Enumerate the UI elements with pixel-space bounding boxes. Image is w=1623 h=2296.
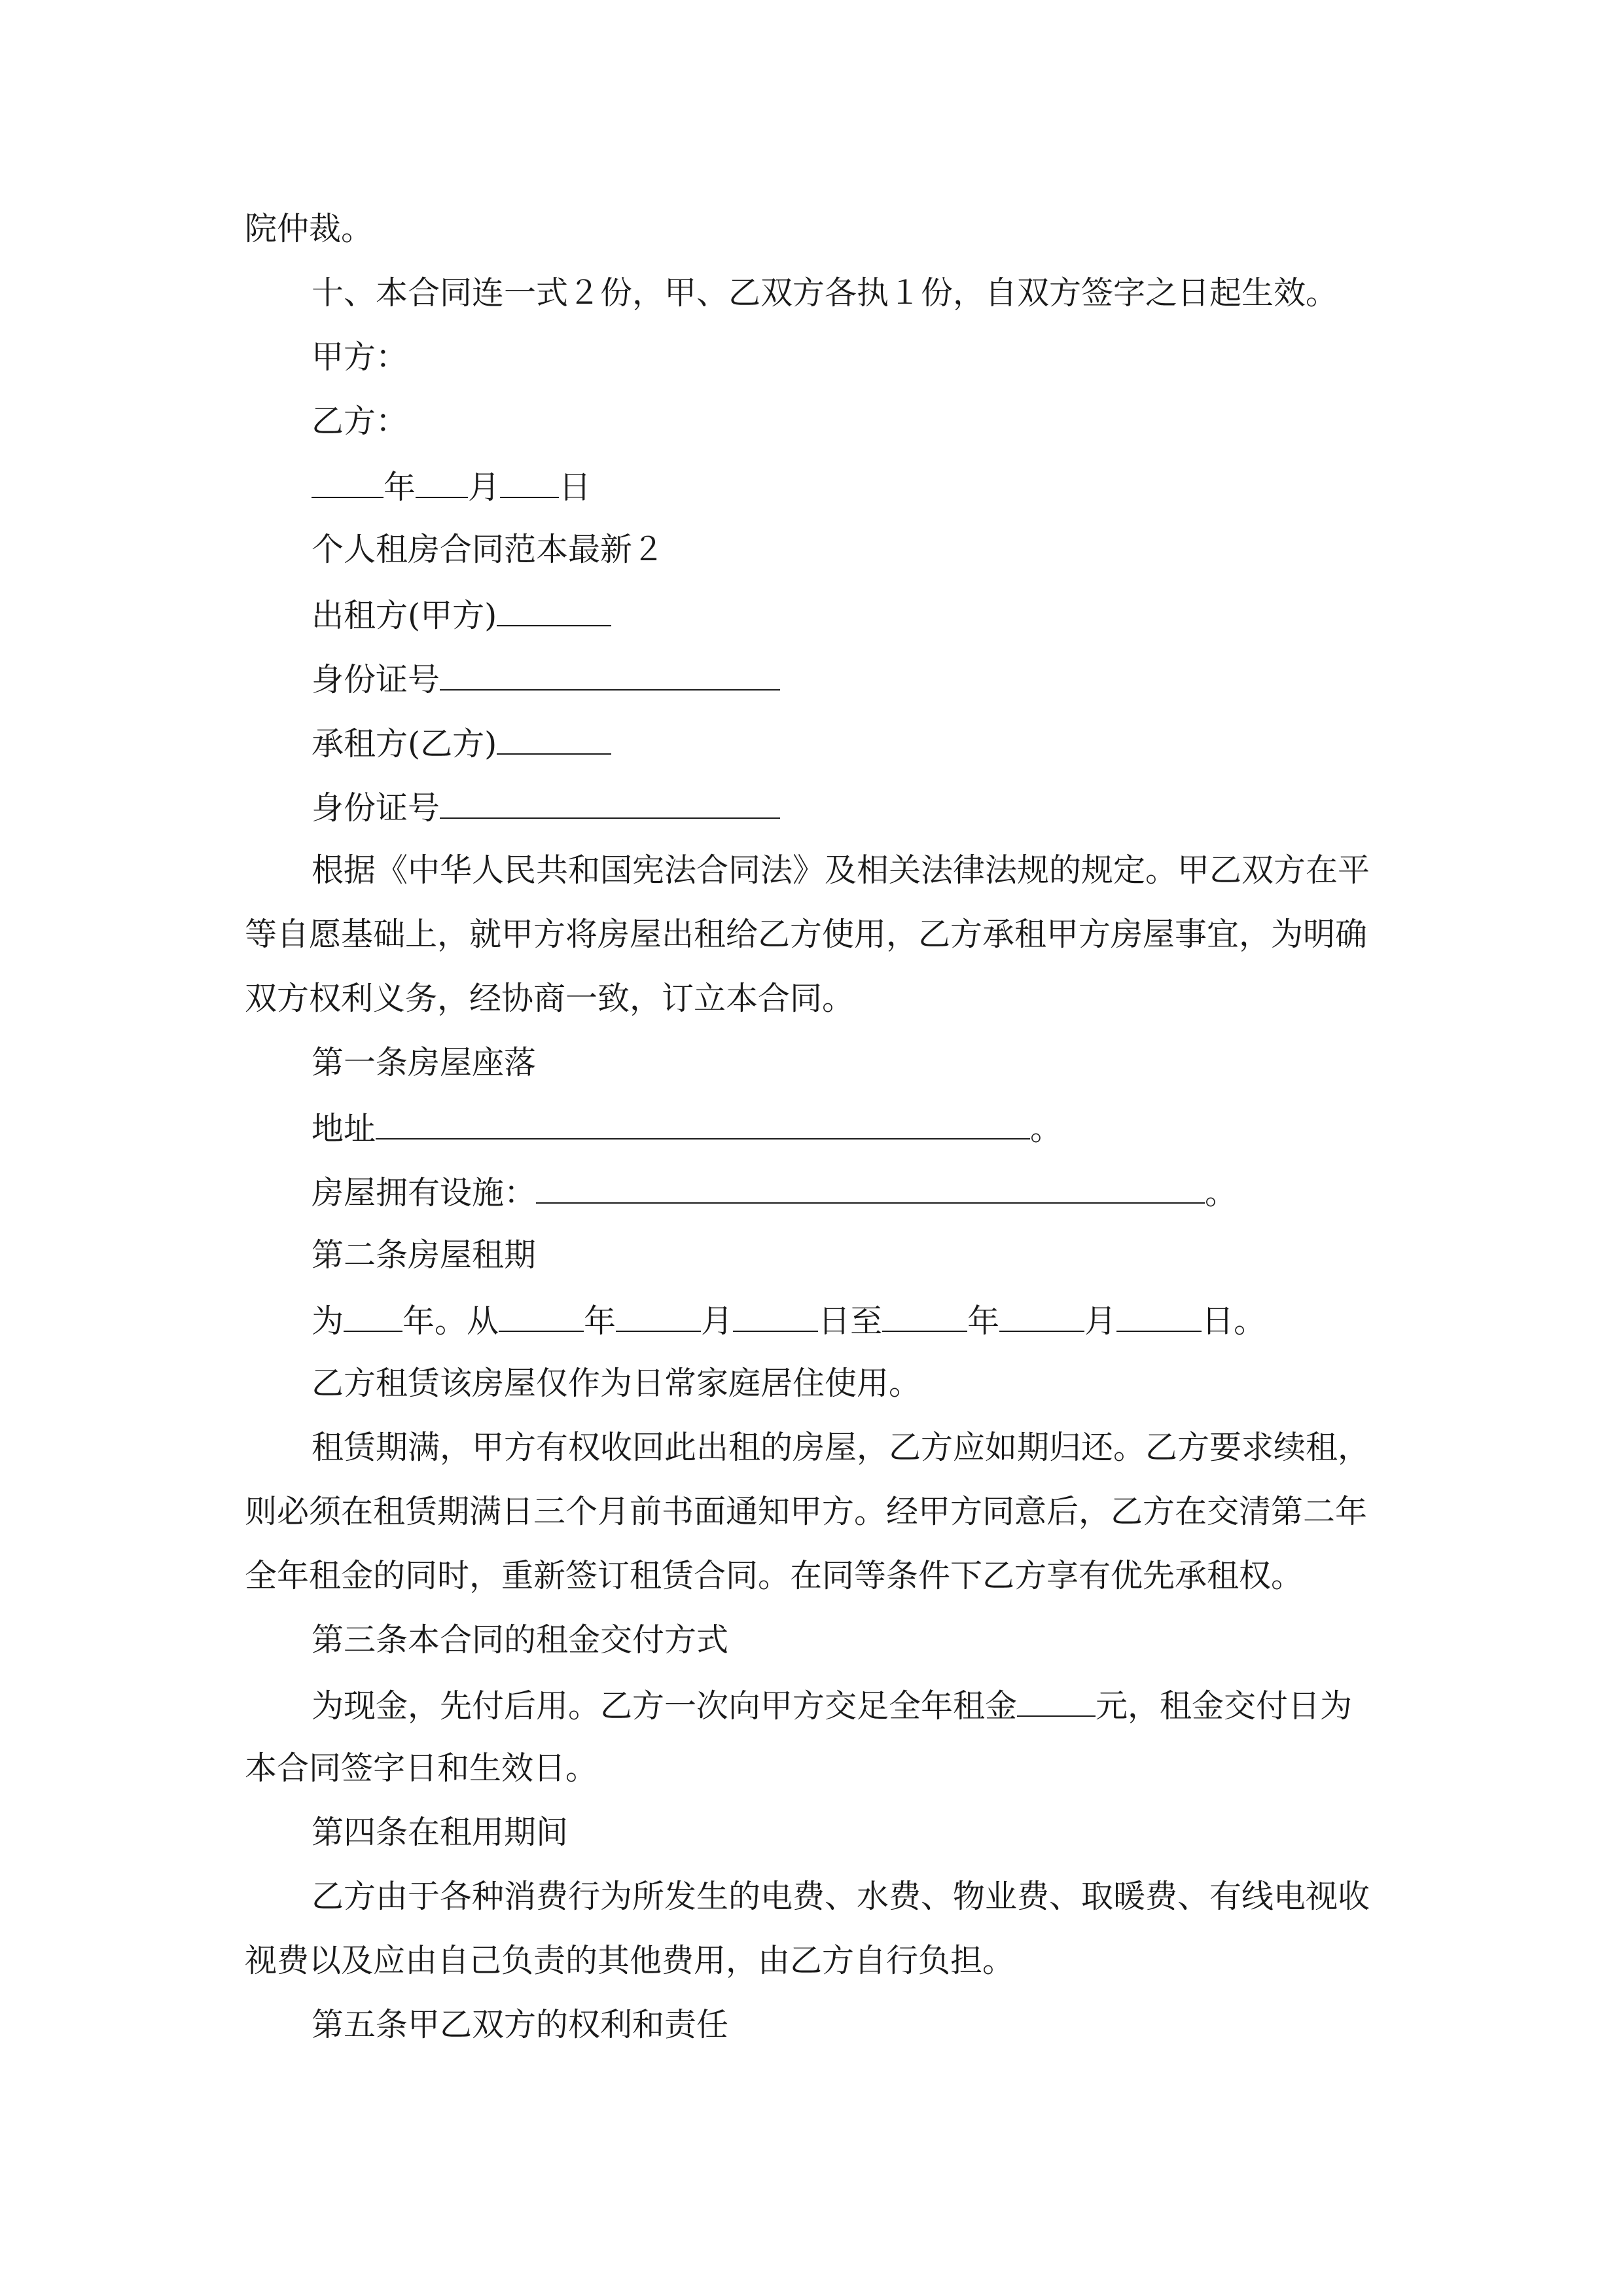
text-span: 租赁期满，甲方有权收回此出租的房屋，乙方应如期归还。乙方要求续租， — [312, 1429, 1370, 1466]
text-span: 为现金，先付后用。乙方一次向甲方交足全年租金 — [312, 1687, 1018, 1725]
article-heading — [245, 2002, 1377, 2066]
text-span: 院仲裁。 — [245, 210, 374, 247]
year-blank — [312, 463, 383, 498]
month-blank — [416, 463, 468, 498]
date-line — [245, 463, 1377, 527]
party-a-signature-line — [245, 334, 1377, 399]
payment-line — [245, 1681, 1377, 1746]
text-span: 根据《中华人民共和国宪法合同法》及相关法律法规的规定。甲乙双方在平 — [312, 852, 1370, 889]
term-text: 日至 — [818, 1302, 883, 1340]
party-b-label: 乙方： — [312, 403, 408, 440]
lessor-label: 出租方(甲方) — [312, 597, 497, 634]
address-blank — [376, 1104, 1030, 1139]
text-line — [245, 1938, 1377, 2002]
text-span: 第二条房屋租期 — [312, 1236, 537, 1274]
term-text: 日。 — [1202, 1302, 1266, 1340]
facilities-blank — [536, 1168, 1205, 1204]
text-span: 双方权利义务，经协商一致，订立本合同。 — [245, 980, 855, 1017]
term-text: 年 — [967, 1302, 1000, 1340]
term-text: 年 — [584, 1302, 616, 1340]
text-line — [245, 206, 1377, 270]
end-month-blank — [999, 1297, 1084, 1332]
facilities-label: 房屋拥有设施： — [312, 1174, 537, 1211]
text-span: 元，租金交付日为 — [1096, 1687, 1353, 1725]
lessee-label: 承租方(乙方) — [312, 725, 497, 762]
id-blank — [440, 655, 780, 691]
text-span: 全年租金的同时，重新签订租赁合同。在同等条件下乙方享有优先承租权。 — [245, 1557, 1304, 1594]
contract-text — [245, 206, 1377, 2066]
text-span: 等自愿基础上，就甲方将房屋出租给乙方使用，乙方承租甲方房屋事宜，为明确 — [245, 916, 1368, 953]
term-text: 为 — [312, 1302, 344, 1340]
text-line — [245, 1489, 1377, 1553]
id-number-line — [245, 783, 1377, 848]
text-span: 个人租房合同范本最新２ — [312, 531, 665, 568]
article-heading — [245, 1810, 1377, 1874]
lessor-line — [245, 591, 1377, 655]
end-day-blank — [1116, 1297, 1202, 1332]
text-line — [245, 848, 1377, 912]
text-span: 十、本合同连一式２份，甲、乙双方各执１份，自双方签字之日起生效。 — [312, 274, 1338, 312]
text-line — [245, 1425, 1377, 1489]
facilities-line — [245, 1168, 1377, 1232]
text-span: 本合同签字日和生效日。 — [245, 1749, 598, 1787]
text-line — [245, 976, 1377, 1040]
lessee-line — [245, 719, 1377, 783]
text-line — [245, 1553, 1377, 1617]
text-span: 则必须在租赁期满日三个月前书面通知甲方。经甲方同意后，乙方在交清第二年 — [245, 1493, 1368, 1530]
party-a-label: 甲方： — [312, 338, 408, 376]
text-span: 视费以及应由自己负责的其他费用，由乙方自行负担。 — [245, 1942, 1015, 1979]
article-heading — [245, 1617, 1377, 1681]
term-text: 年。从 — [402, 1302, 499, 1340]
text-line — [245, 1361, 1377, 1425]
period-mark: 。 — [1205, 1174, 1238, 1211]
article-heading — [245, 1232, 1377, 1297]
term-text: 月 — [701, 1302, 734, 1340]
day-blank — [500, 463, 559, 498]
year-label: 年 — [383, 469, 416, 506]
end-year-blank — [882, 1297, 967, 1332]
text-span: 第五条甲乙双方的权利和责任 — [312, 2006, 729, 2043]
section-heading — [245, 527, 1377, 591]
period-mark: 。 — [1030, 1110, 1063, 1147]
article-heading — [245, 1040, 1377, 1104]
month-label: 月 — [468, 469, 501, 506]
start-month-blank — [616, 1297, 701, 1332]
text-line — [245, 912, 1377, 976]
lease-term-line — [245, 1297, 1377, 1361]
id-label: 身份证号 — [312, 789, 440, 827]
start-year-blank — [499, 1297, 584, 1332]
id-label: 身份证号 — [312, 661, 440, 698]
start-day-blank — [733, 1297, 818, 1332]
address-label: 地址 — [312, 1110, 376, 1147]
address-line — [245, 1104, 1377, 1168]
day-label: 日 — [559, 469, 592, 506]
text-span: 第三条本合同的租金交付方式 — [312, 1621, 729, 1659]
years-blank — [344, 1297, 402, 1332]
text-line — [245, 270, 1377, 334]
term-text: 月 — [1084, 1302, 1117, 1340]
text-span: 乙方由于各种消费行为所发生的电费、水费、物业费、取暖费、有线电视收 — [312, 1878, 1370, 1915]
rent-amount-blank — [1017, 1681, 1096, 1717]
lessee-blank — [497, 719, 611, 755]
id-blank — [440, 783, 780, 819]
party-b-signature-line — [245, 399, 1377, 463]
id-number-line — [245, 655, 1377, 719]
text-span: 乙方租赁该房屋仅作为日常家庭居住使用。 — [312, 1365, 921, 1402]
text-line — [245, 1874, 1377, 1938]
lessor-blank — [497, 591, 611, 626]
text-span: 第四条在租用期间 — [312, 1814, 569, 1851]
text-line — [245, 1746, 1377, 1810]
text-span: 第一条房屋座落 — [312, 1044, 537, 1081]
